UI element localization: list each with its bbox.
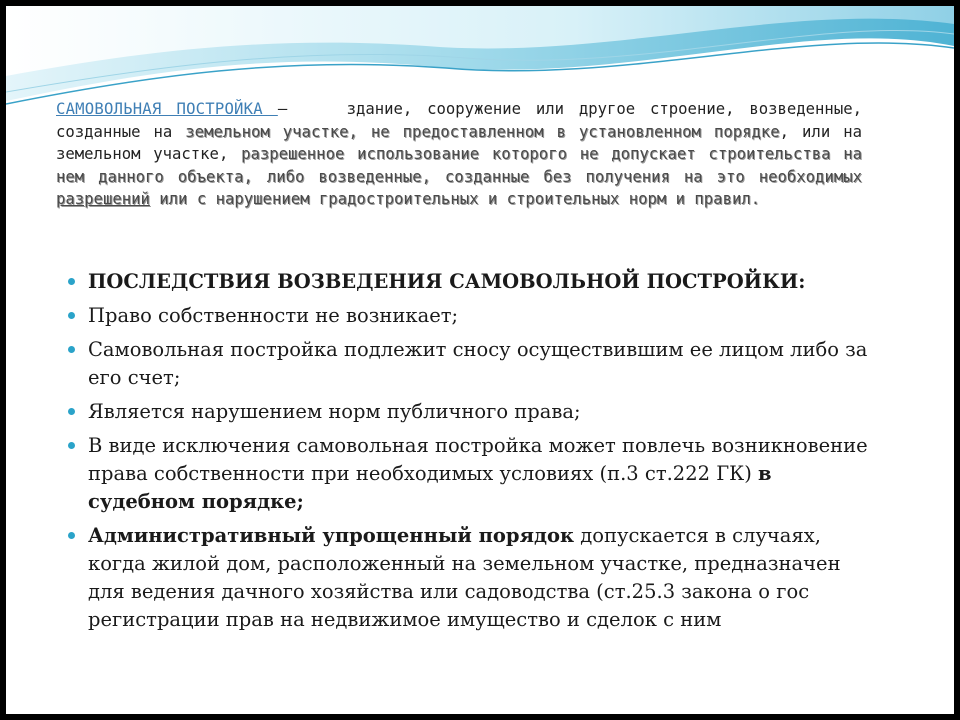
definition-part1: здание, сооружение или другое строение, возведенные, созданные на — [56, 100, 862, 141]
consequences-heading: ПОСЛЕДСТВИЯ ВОЗВЕДЕНИЯ САМОВОЛЬНОЙ ПОСТРОЙКИ: — [88, 270, 806, 293]
definition-part2: земельном участке, не предоставленном в установленном порядке — [185, 122, 780, 141]
list-item-bold-lead: Административный упрощенный порядок — [88, 524, 575, 547]
list-item-text: Право собственности не возникает; — [88, 304, 459, 327]
list-item — [68, 336, 868, 392]
list-item-text: допускается в случаях, когда жилой дом, расположенный на земельном участке, предназначен для ведения дачного хозяйства или садоводства (ст.25.3 закона о гос регистрации прав на недвижимое имущество и сделок с ним — [88, 524, 841, 631]
list-item — [68, 432, 868, 516]
list-item — [68, 302, 868, 330]
definition-part6: или с нарушением градостроительных и строительных норм и правил. — [149, 190, 761, 209]
list-item-text: Самовольная постройка подлежит сносу осуществившим ее лицом либо за его счет; — [88, 338, 868, 389]
list-item — [68, 522, 868, 634]
definition-permissions-link[interactable]: разрешений — [56, 190, 150, 209]
bullet-dot-icon — [68, 346, 75, 353]
bullet-dot-icon — [68, 532, 75, 539]
bullet-dot-icon — [68, 278, 75, 285]
bullet-dot-icon — [68, 312, 75, 319]
list-item-text: Является нарушением норм публичного права; — [88, 400, 581, 423]
list-item-text: В виде исключения самовольная постройка может повлечь возникновение права собственности при необходимых условиях (п.3 ст.222 ГК) — [88, 434, 868, 485]
definition-part3: , или на земельном участке, — [56, 122, 862, 164]
list-item-bold-tail: в судебном порядке; — [88, 462, 772, 513]
definition-term: САМОВОЛЬНАЯ ПОСТРОЙКА — [56, 100, 278, 118]
definition-part4: разрешенное использование которого не допускает строительства на нем данного объекта, либо возведенные, созданные без получения на это необходимых — [56, 145, 862, 186]
bullet-dot-icon — [68, 442, 75, 449]
definition-dash: – — [277, 100, 288, 118]
list-item — [68, 268, 868, 296]
bullet-dot-icon — [68, 408, 75, 415]
bullet-list — [68, 268, 868, 640]
slide — [6, 6, 954, 714]
list-item — [68, 398, 868, 426]
definition-paragraph — [56, 98, 862, 211]
